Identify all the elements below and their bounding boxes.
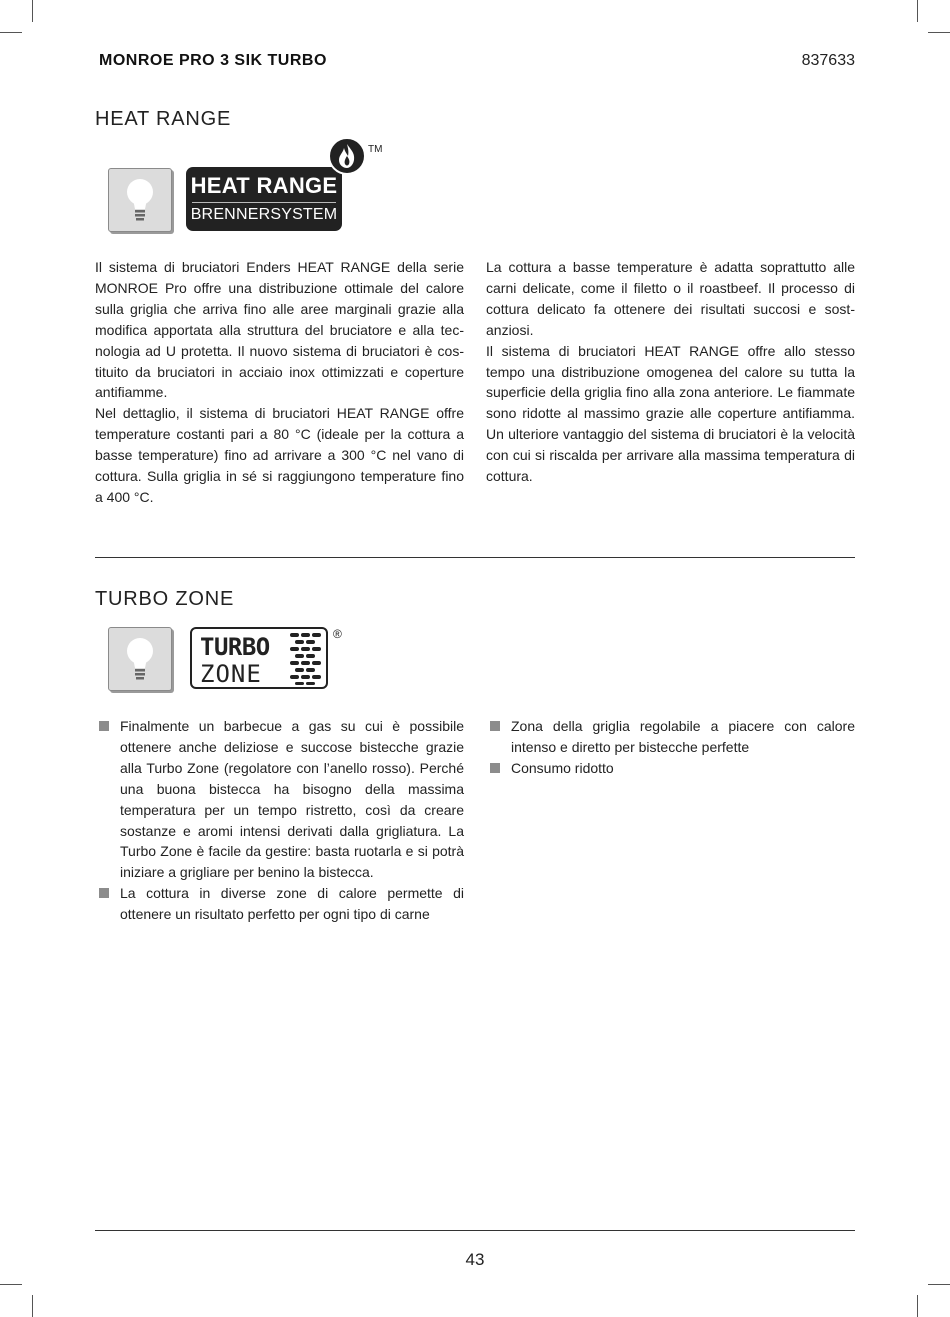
- heat-range-logo-main: HEAT RANGE: [190, 173, 338, 198]
- heat-range-logo-sub: BRENNERSYSTEM: [190, 206, 338, 223]
- list-item: [95, 716, 464, 883]
- list-item: [486, 716, 855, 758]
- list-item-text: Consumo ridotto: [511, 759, 614, 776]
- turbo-zone-list-right: [486, 716, 855, 779]
- turbo-zone-logo: [190, 627, 328, 689]
- light-bulb-icon: [108, 627, 172, 691]
- crop-mark: [917, 0, 918, 22]
- registered-symbol: ®: [333, 627, 342, 641]
- crop-mark: [928, 32, 950, 33]
- turbo-zone-logo-line2: ZONE: [200, 660, 262, 688]
- paragraph: Il sistema di bruciatori Enders HEAT RANGE della serie MONROE Pro offre una distribuzione ottimale del calore sulla griglia che arriva fino alle aree marginali grazie alla modifica apportata alla struttura del bruciatore e alla tecnologia ad U protetta. Il nuovo sistema di bruciatori è costituito da bruciatori in acciaio inox ottimizzati e coperture antifiamme.: [95, 259, 464, 401]
- list-item-text: Zona della griglia regolabile a piacere con calore intenso e diretto per bistecche perfette: [511, 718, 855, 755]
- trademark-symbol: TM: [368, 144, 383, 155]
- list-item: [95, 883, 464, 925]
- list-item: [486, 758, 855, 779]
- crop-mark: [0, 1284, 22, 1285]
- square-bullet-icon: [490, 721, 500, 731]
- list-item-text: La cottura in diverse zone di calore permette di ottenere un risultato perfetto per ogni tipo di carne: [120, 885, 464, 923]
- article-number: 837633: [801, 52, 855, 69]
- square-bullet-icon: [490, 763, 500, 773]
- grill-pattern-icon: [288, 631, 324, 687]
- crop-mark: [917, 1295, 918, 1317]
- flame-icon: [327, 136, 367, 181]
- crop-mark: [32, 1295, 33, 1317]
- turbo-zone-list-left: [95, 716, 464, 925]
- square-bullet-icon: [99, 888, 109, 898]
- crop-mark: [0, 32, 22, 33]
- turbo-zone-logo-line1: TURBO: [200, 633, 270, 661]
- document-title: MONROE PRO 3 SIK TURBO: [99, 52, 327, 69]
- crop-mark: [32, 0, 33, 22]
- section-title-heat-range: HEAT RANGE: [95, 108, 232, 130]
- section-title-turbo-zone: TURBO ZONE: [95, 588, 235, 610]
- square-bullet-icon: [99, 721, 109, 731]
- heat-range-text-left: [95, 257, 464, 508]
- heat-range-logo: [186, 167, 342, 231]
- section-divider: [95, 557, 855, 558]
- crop-mark: [928, 1284, 950, 1285]
- page-number: 43: [465, 1250, 485, 1269]
- paragraph: Nel dettaglio, il sistema di bruciatori HEAT RANGE offre temperature costanti pari a 80 °C (ideale per la cottura a basse temperature) fino ad arrivare a 300 °C nel vano di cottura. Sulla griglia in sé si raggiungono temperature fino a 400 °C.: [95, 405, 464, 505]
- paragraph: La cottura a basse temperature è adatta soprattutto alle carni delicate, come il filetto o il roastbeef. Il processo di cottura delicato fa ottenere dei risultati succosi e sostanziosi.: [486, 259, 855, 338]
- light-bulb-icon: [108, 168, 172, 232]
- list-item-text: Finalmente un barbecue a gas su cui è possibile ottenere anche deliziose e succose bistecche grazie alla Turbo Zone (regolatore con l’anello rosso). Perché una buona bistecca ha bisogno della massima temperatura per un tempo ristretto, così da creare sostanze e aromi intensi derivati dalla grigliatura. La Turbo Zone è facile da gestire: basta ruotarla e si potrà iniziare a grigliare per benino la bistecca.: [120, 718, 464, 881]
- logo-divider: [192, 202, 336, 203]
- footer-divider: [95, 1230, 855, 1231]
- paragraph: Il sistema di bruciatori HEAT RANGE offre allo stesso tempo una distribuzione omogenea del calore su tutta la superficie della griglia fino alla zona anteriore. Le fiammate sono ridotte al massimo grazie alle coperture antifiamma. Un ulteriore vantaggio del sistema di bruciatori è la velocità con cui si riscalda per arrivare alla massima temperatura di cottura.: [486, 342, 855, 485]
- heat-range-text-right: [486, 257, 855, 487]
